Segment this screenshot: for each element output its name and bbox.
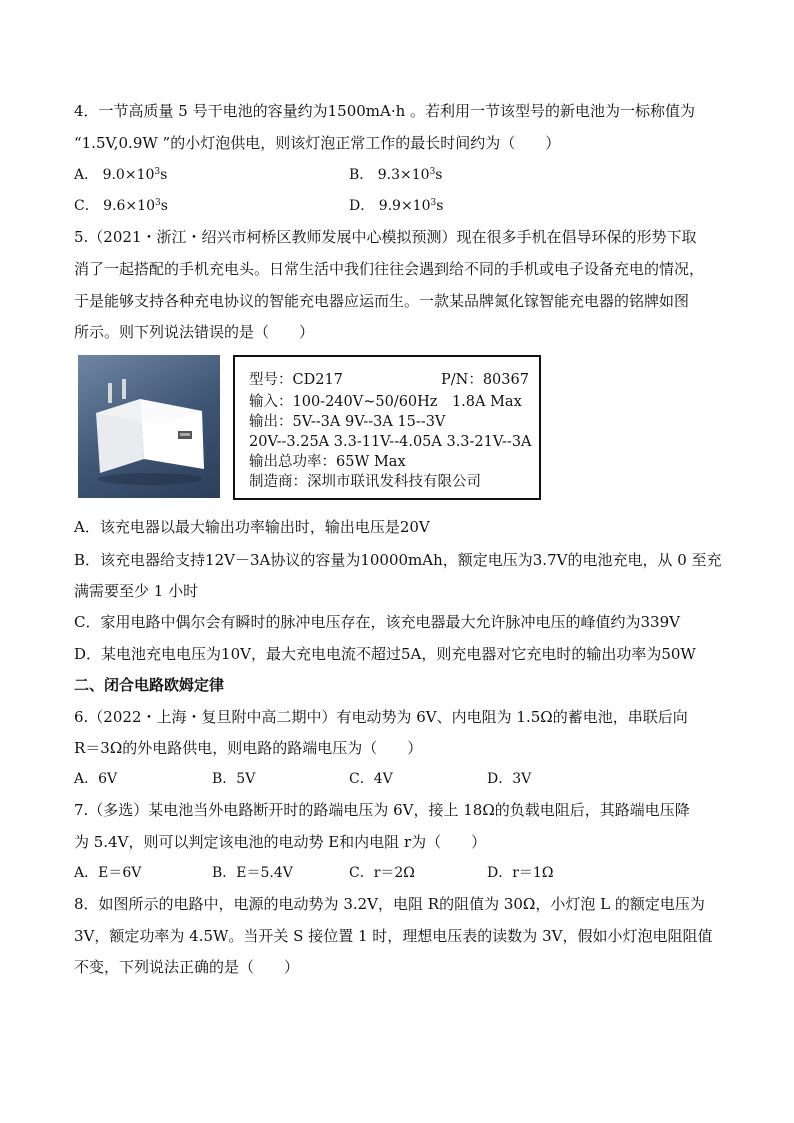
q7-option-b: B．E＝5.4V [212,865,293,881]
q6-option-c: C．4V [349,771,393,787]
q7-option-d: D．r＝1Ω [487,865,554,881]
q7-option-c: C．r＝2Ω [349,865,415,881]
q6-option-a: A．6V [74,771,118,787]
q4-stem-line1: 4．一节高质量 5 号干电池的容量约为1500mA·h 。若利用一节该型号的新电池为一标称值为 [74,102,696,120]
q5-stem-line2: 消了一起搭配的手机充电头。日常生活中我们往往会遇到给不同的手机或电子设备充电的情况， [74,260,705,278]
q6-option-b: B．5V [212,771,256,787]
usb-port-inner [180,433,190,436]
q5-option-d: D．某电池充电电压为10V，最大充电电流不超过5A，则充电器对它充电时的输出功率为50W [74,645,696,663]
nameplate-output: 输出：5V--3A 9V--3A 15--3V [249,414,446,430]
q6-option-d: D．3V [487,771,532,787]
nameplate-pn: P/N：80367 [441,372,529,388]
q5-stem-line3: 于是能够支持各种充电协议的智能充电器应运而生。一款某品牌氮化镓智能充电器的铭牌如图 [74,292,690,310]
q8-stem-line2: 3V，额定功率为 4.5W。当开关 S 接位置 1 时，理想电压表的读数为 3V，假如小灯泡电阻阻值 [74,927,713,945]
q5-option-b-line1: B．该充电器给支持12V－3A协议的容量为10000mAh，额定电压为3.7V的电池充电，从 0 至充 [74,551,722,569]
q6-stem-line1: 6.（2022・上海・复旦附中高二期中）有电动势为 6V、内电阻为 1.5Ω的蓄电池，串联后向 [74,708,688,726]
charger-illustration [78,355,220,498]
q5-option-b-line2: 满需要至少 1 小时 [74,582,199,600]
charger-nameplate [233,355,541,500]
q6-stem-line2: R＝3Ω的外电路供电，则电路的路端电压为（ ） [74,739,423,757]
q5-option-a: A．该充电器以最大输出功率输出时，输出电压是20V [74,518,430,536]
section-heading: 二、闭合电路欧姆定律 [74,676,225,694]
charger-photo [78,355,220,498]
q5-option-c: C．家用电路中偶尔会有瞬时的脉冲电压存在，该充电器最大允许脉冲电压的峰值约为339V [74,613,680,631]
q5-stem-line4: 所示。则下列说法错误的是（ ） [74,323,315,341]
q7-stem-line2: 为 5.4V，则可以判定该电池的电动势 E和内电阻 r为（ ） [74,833,487,851]
charger-prong-right [122,379,126,399]
q4-option-c: C． $9.6\times 10^3s$ [74,198,168,214]
q4-option-d: D． $9.9\times 10^3s$ [349,198,444,214]
q4-stem-line2: “1.5V,0.9W ”的小灯泡供电，则该灯泡正常工作的最长时间约为（ ） [74,134,561,152]
q4-option-a: A． $9.0\times 10^3s$ [74,167,168,183]
q7-option-a: A．E＝6V [74,865,142,881]
nameplate-manufacturer: 制造商：深圳市联讯发科技有限公司 [249,474,481,490]
nameplate-output-2: 20V--3.25A 3.3-11V--4.05A 3.3-21V--3A [249,434,532,450]
nameplate-total-power: 输出总功率：65W Max [249,454,406,470]
nameplate-model: 型号：CD217 [249,372,343,388]
q8-stem-line3: 不变，下列说法正确的是（ ） [74,958,300,976]
charger-shadow [98,473,202,485]
nameplate-input: 输入：100-240V~50/60Hz 1.8A Max [249,394,522,410]
charger-prong-left [108,383,112,403]
q5-stem-line1: 5.（2021・浙江・绍兴市柯桥区教师发展中心模拟预测）现在很多手机在倡导环保的形势下取 [74,228,697,246]
q8-stem-line1: 8．如图所示的电路中，电源的电动势为 3.2V，电阻 R的阻值为 30Ω，小灯泡 L 的额定电压为 [74,895,705,913]
q7-stem-line1: 7.（多选）某电池当外电路断开时的路端电压为 6V，接上 18Ω的负载电阻后，其路端电压降 [74,801,690,819]
q4-option-b: B． $9.3\times 10^3s$ [349,167,443,183]
